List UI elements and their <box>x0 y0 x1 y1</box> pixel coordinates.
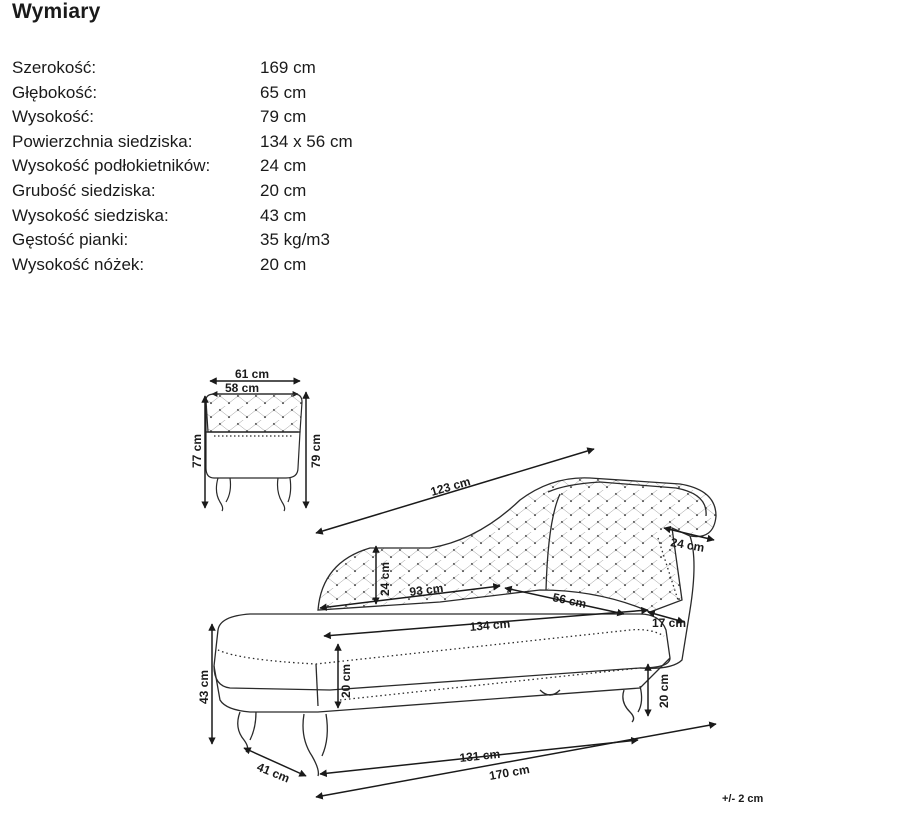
spec-label: Wysokość podłokietników: <box>12 156 211 176</box>
tolerance-note: +/- 2 cm <box>722 793 764 805</box>
dim-arm-height: 24 cm <box>378 561 392 596</box>
spec-value: 24 cm <box>260 156 307 176</box>
dim-back-length: 123 cm <box>428 474 472 499</box>
spec-value: 35 kg/m3 <box>260 230 330 250</box>
spec-value: 65 cm <box>260 82 307 102</box>
dim-arm-width: 24 cm <box>669 535 706 555</box>
dim-total-height: 43 cm <box>197 669 211 704</box>
spec-label: Grubość siedziska: <box>12 180 156 200</box>
spec-value: 20 cm <box>260 180 307 200</box>
dim-seat-length: 134 cm <box>469 616 511 634</box>
front-view <box>205 381 306 511</box>
dim-leg-height: 20 cm <box>657 673 671 708</box>
dim-front-inner-width: 58 cm <box>225 381 260 395</box>
spec-value: 169 cm <box>260 58 316 77</box>
spec-value: 79 cm <box>260 107 307 127</box>
spec-label: Gęstość pianki: <box>12 230 129 250</box>
dim-seat-depth: 56 cm <box>551 590 588 612</box>
spec-label: Wysokość siedziska: <box>12 205 169 225</box>
dim-arm-side: 17 cm <box>652 616 687 630</box>
spec-label: Szerokość: <box>12 58 97 77</box>
dim-depth: 41 cm <box>254 759 292 786</box>
spec-value: 134 x 56 cm <box>260 131 353 151</box>
dim-seat-thickness: 20 cm <box>339 663 353 698</box>
chaise-drawing <box>214 478 716 776</box>
spec-label: Powierzchnia siedziska: <box>12 131 193 151</box>
page-title: Wymiary <box>12 0 101 23</box>
dim-total-length: 170 cm <box>488 762 531 783</box>
dim-front-right-height: 79 cm <box>309 433 323 468</box>
dim-back-seat: 93 cm <box>408 580 445 599</box>
spec-label: Głębokość: <box>12 82 98 102</box>
spec-label: Wysokość: <box>12 107 95 127</box>
spec-value: 43 cm <box>260 205 307 225</box>
spec-value: 20 cm <box>260 254 307 274</box>
dim-inner-length: 131 cm <box>458 746 501 765</box>
spec-label: Wysokość nóżek: <box>12 254 145 274</box>
dim-front-outer-width: 61 cm <box>235 367 270 381</box>
dim-front-left-height: 77 cm <box>190 433 204 468</box>
